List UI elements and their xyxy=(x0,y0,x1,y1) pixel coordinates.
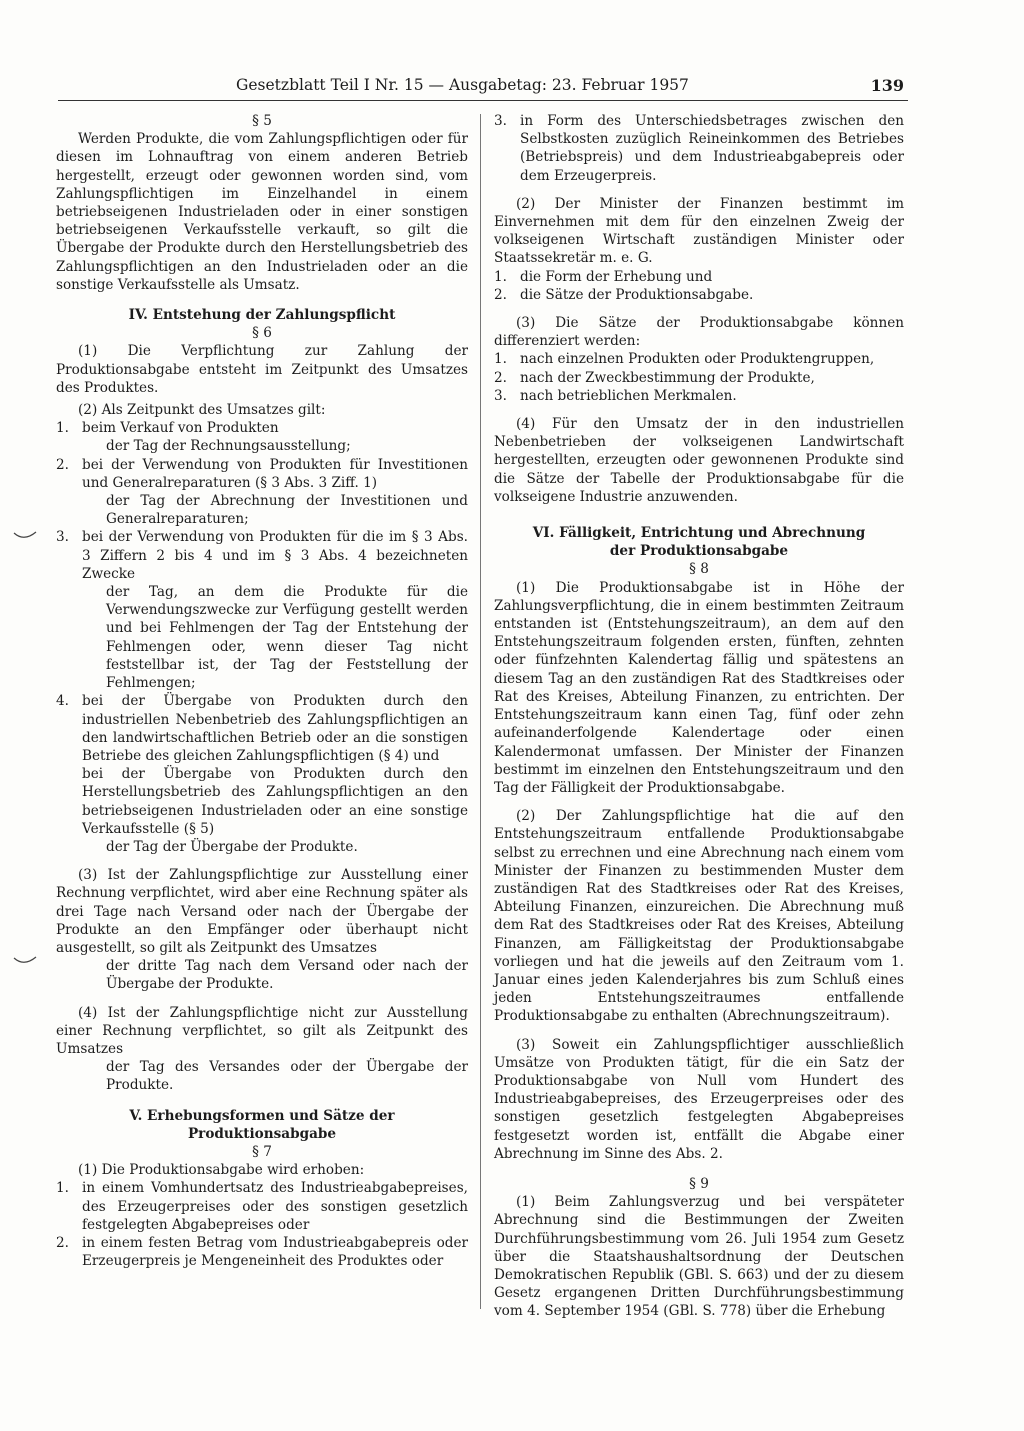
section-8-label: § 8 xyxy=(689,561,709,578)
list-item-sub: bei der Übergabe von Produkten durch den Herstellungsbetrieb des Zahlungspflichtigen an den betriebseigenen Industrieladen oder an eine sonstige Verkaufsstelle (§ 5) xyxy=(82,766,468,837)
margin-mark-icon xyxy=(12,955,38,967)
section-6-para-3-sub: der dritte Tag nach dem Versand oder nach der Übergabe der Produkte. xyxy=(106,958,468,993)
header-rule xyxy=(58,100,908,101)
list-item: 3. bei der Verwendung von Produkten für die im § 3 Abs. 3 Ziffern 2 bis 4 und im § 3 Abs. 4 bezeichneten Zwecke xyxy=(56,529,468,582)
column-divider xyxy=(480,114,481,1309)
list-item: 3. in Form des Unterschiedsbetrages zwischen den Selbstkosten zuzüglich Reineinkommen des Betriebes (Betriebspreis) und dem Industrieabgabepreis oder dem Erzeugerpreis. xyxy=(494,113,904,184)
section-6-para-4-sub: der Tag des Versandes oder der Übergabe der Produkte. xyxy=(106,1059,468,1094)
list-item: 3. nach betrieblichen Merkmalen. xyxy=(494,387,737,404)
section-6-para-2: (2) Als Zeitpunkt des Umsatzes gilt: xyxy=(78,402,326,419)
section-7-label: § 7 xyxy=(252,1143,272,1160)
list-item-sub: der Tag der Abrechnung der Investitionen und Generalreparaturen; xyxy=(106,493,468,528)
section-5-label: § 5 xyxy=(252,113,272,129)
section-7-para-4: (4) Für den Umsatz der in den industriellen Nebenbetrieben der volkseigenen Landwirtschaft hergestellten, erzeugten oder gewonnenen Produkte sind die Sätze der Tabelle der Produktionsabgabe für die volkseigene Industrie anzuwenden. xyxy=(494,416,904,505)
heading-iv: IV. Entstehung der Zahlungspflicht xyxy=(128,307,396,324)
heading-v: V. Erhebungsformen und Sätze der Produktionsabgabe xyxy=(129,1107,395,1142)
page-number: 139 xyxy=(870,76,904,95)
section-8-para-2: (2) Der Zahlungspflichtige hat die auf den Entstehungszeitraum entfallende Produktionsabgabe selbst zu errechnen und eine Abrechnung nach einem vom Minister der Finanzen zu bestimmenden Muster dem zuständigen Rat des Stadtkreises oder Rat des Kreises, Abteilung Finanzen, einzureichen. Die Abrechnung muß dem Rat des Stadtkreises oder Rat des Kreises, Abteilung Finanzen, am Fälligkeitstag der Produktionsabgabe vorliegen und hat die jeweils auf den Zeitraum vom 1. Januar eines jeden Kalenderjahres bis zum Schluß eines jeden Entstehungszeitraumes entfallende Produktionsabgabe zu enthalten (Abrechnungszeitraum). xyxy=(494,808,904,1025)
list-item: 1. nach einzelnen Produkten oder Produktengruppen, xyxy=(494,351,875,368)
section-9-label: § 9 xyxy=(689,1175,709,1192)
left-column xyxy=(56,112,468,1270)
header-title: Gesetzblatt Teil I Nr. 15 — Ausgabetag: 23. Februar 1957 xyxy=(236,76,689,94)
section-8-para-3: (3) Soweit ein Zahlungspflichtiger ausschließlich Umsätze von Produkten tätigt, für die ein Satz der Produktionsabgabe von Null vom Hundert des Industrieabgabepreises, des Erzeugerpreises oder des sonstigen gesetzlich festgelegten Abgabepreises festgesetzt worden ist, entfällt die Abgabe einer Abrechnung im Sinne des Abs. 2. xyxy=(494,1036,904,1162)
list-item: 2. die Sätze der Produktionsabgabe. xyxy=(494,286,754,303)
list-item: 2. nach der Zweckbestimmung der Produkte, xyxy=(494,369,815,386)
right-column xyxy=(494,112,904,1321)
list-item: 1. die Form der Erhebung und xyxy=(494,268,713,285)
section-7-para-3: (3) Die Sätze der Produktionsabgabe können differenziert werden: xyxy=(494,315,904,350)
section-6-para-4: (4) Ist der Zahlungspflichtige nicht zur Ausstellung einer Rechnung verpflichtet, so gilt als Zeitpunkt des Umsatzes xyxy=(56,1004,468,1057)
page-header xyxy=(58,76,908,100)
margin-mark-icon xyxy=(12,530,38,542)
list-item-sub: der Tag der Rechnungsausstellung; xyxy=(106,438,351,455)
section-5-text: Werden Produkte, die vom Zahlungspflichtigen oder für diesen im Lohnauftrag von einem anderen Betrieb hergestellt, erzeugt oder gewonnen worden sind, vom Zahlungspflichtigen im Einzelhandel in einem betriebseigenen Industrieladen oder in einer sonstigen betriebseigenen Verkaufsstelle verkauft, so gilt die Übergabe der Produkte durch den Herstellungsbetrieb des Zahlungspflichtigen an den Industrieladen oder an die sonstige Verkaufsstelle als Umsatz. xyxy=(56,131,468,293)
section-6-para-1: (1) Die Verpflichtung zur Zahlung der Produktionsabgabe entsteht im Zeitpunkt des Umsatzes des Produktes. xyxy=(56,343,468,396)
section-6-para-3: (3) Ist der Zahlungspflichtige zur Ausstellung einer Rechnung verpflichtet, wird aber eine Rechnung später als drei Tage nach Versand oder nach der Übergabe der Produkte an den Empfänger oder überhaupt nicht ausgestellt, so gilt als Zeitpunkt des Umsatzes xyxy=(56,867,468,956)
list-item: 1. beim Verkauf von Produkten xyxy=(56,420,279,437)
list-item-sub: der Tag, an dem die Produkte für die Verwendungszwecke zur Verfügung gestellt werden und bei Fehlmengen der Tag der Entstehung der Fehlmengen oder, wenn dieser Tag nicht feststellbar ist, der Tag der Feststellung der Fehlmengen; xyxy=(106,584,468,692)
heading-vi-line-1: VI. Fälligkeit, Entrichtung und Abrechnung xyxy=(532,525,866,542)
list-item: 2. in einem festen Betrag vom Industrieabgabepreis oder Erzeugerpreis je Mengeneinheit des Produktes oder xyxy=(56,1234,468,1270)
section-8-para-1: (1) Die Produktionsabgabe ist in Höhe der Zahlungsverpflichtung, die in einem bestimmten Zeitraum entstanden ist (Entstehungszeitraum), an dem auf den Entstehungszeitraum folgenden ersten, fünften, zehnten oder fünfzehnten Kalendertag fällig und spätestens an diesem Tag an den zuständigen Rat des Stadtkreises oder Rat des Kreises, Abteilung Finanzen, zu entrichten. Der Entstehungszeitraum kann einen Tag, fünf oder zehn aufeinanderfolgende Kalendertage oder einen Kalendermonat umfassen. Der Minister der Finanzen bestimmt im einzelnen den Entstehungszeitraum und den Tag der Fälligkeit der Produktionsabgabe. xyxy=(494,579,904,796)
heading-vi-line-2: der Produktionsabgabe xyxy=(609,543,789,560)
section-7-para-2: (2) Der Minister der Finanzen bestimmt im Einvernehmen mit dem für den einzelnen Zweig der volkseigenen Wirtschaft zuständigen Minister oder Staatssekretär m. e. G. xyxy=(494,195,904,267)
list-item: 4. bei der Übergabe von Produkten durch den industriellen Nebenbetrieb des Zahlungspflichtigen an den landwirtschaftlichen Betrieb oder an die sonstigen Betriebe des gleichen Zahlungspflichtigen (§ 4) und xyxy=(56,693,468,764)
section-6-label: § 6 xyxy=(252,325,272,342)
list-item-sub: der Tag der Übergabe der Produkte. xyxy=(106,838,358,855)
section-9-para-1: (1) Beim Zahlungsverzug und bei verspäteter Abrechnung sind die Bestimmungen der Zweiten Durchführungsbestimmung vom 26. Juli 1954 zum Gesetz über die Staatshaushaltsordnung der Deutschen Demokratischen Republik (GBl. S. 663) und der zu diesem Gesetz ergangenen Dritten Durchführungsbestimmung vom 4. September 1954 (GBl. S. 778) über die Erhebung xyxy=(494,1194,904,1320)
section-7-para-1: (1) Die Produktionsabgabe wird erhoben: xyxy=(78,1162,365,1179)
list-item: 2. bei der Verwendung von Produkten für Investitionen und Generalreparaturen (§ 3 Abs. 3 Ziff. 1) xyxy=(56,456,468,491)
list-item: 1. in einem Vomhundertsatz des Industrieabgabepreises, des Erzeugerpreises oder des sonstigen gesetzlich festgelegten Abgabepreises oder xyxy=(56,1180,468,1233)
